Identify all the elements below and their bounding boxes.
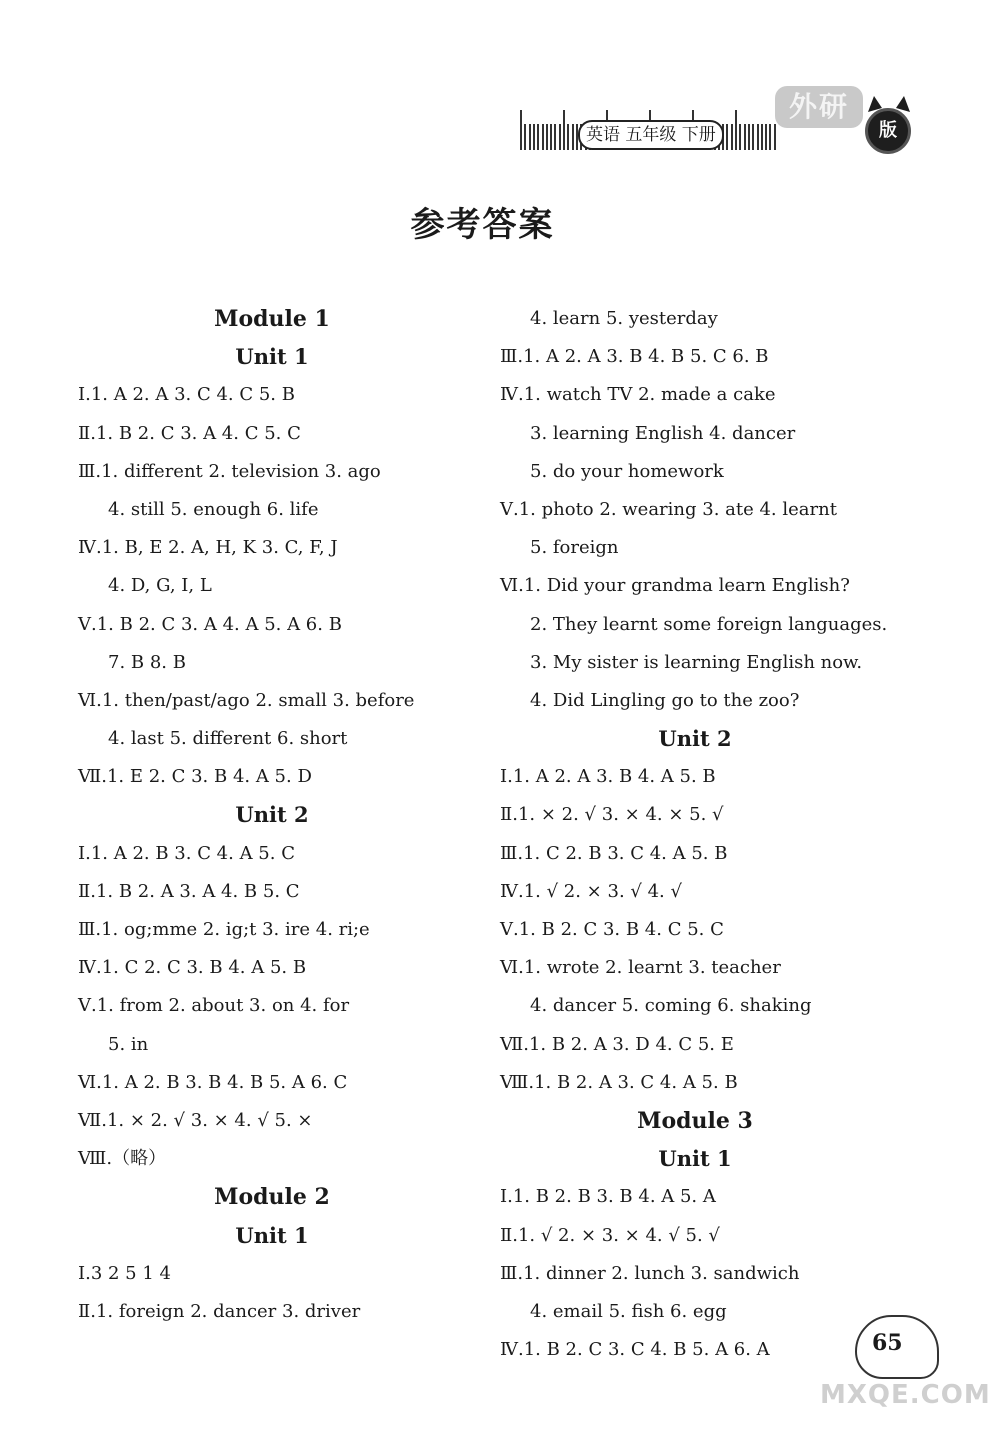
answer-line: 4. D, G, I, L — [108, 575, 212, 597]
answer-line: Ⅵ.1. A 2. B 3. B 4. B 5. A 6. C — [78, 1071, 348, 1093]
answer-line: Ⅵ.1. then/past/ago 2. small 3. before — [78, 689, 415, 711]
unit-heading: Unit 2 — [235, 802, 309, 828]
ruler-tick — [533, 124, 535, 150]
publisher-logo: 外研 — [775, 86, 863, 128]
answer-line: Ⅴ.1. photo 2. wearing 3. ate 4. learnt — [500, 498, 837, 520]
book-tag: 英语 五年级 下册 — [578, 120, 724, 150]
answer-line: Ⅱ.1. B 2. C 3. A 4. C 5. C — [78, 422, 301, 444]
right-column — [500, 300, 900, 1369]
ruler-tick — [559, 124, 561, 150]
edition-badge: 版 — [865, 108, 911, 154]
answer-line: Ⅰ.1. A 2. A 3. B 4. A 5. B — [500, 766, 716, 788]
answer-line: Ⅱ.1. √ 2. × 3. × 4. √ 5. √ — [500, 1224, 720, 1246]
answer-line: 3. My sister is learning English now. — [530, 651, 863, 673]
answer-line: Ⅶ.1. B 2. A 3. D 4. C 5. E — [500, 1033, 734, 1055]
ruler-tick — [752, 124, 754, 150]
answer-line: 5. foreign — [530, 537, 619, 559]
answer-line: Ⅲ.1. A 2. A 3. B 4. B 5. C 6. B — [500, 346, 769, 368]
ruler-tick — [744, 124, 746, 150]
ruler-tick — [735, 110, 737, 150]
ruler-tick — [769, 124, 771, 150]
ruler-tick — [550, 124, 552, 150]
answer-line: Ⅴ.1. B 2. C 3. A 4. A 5. A 6. B — [78, 613, 342, 635]
answer-line: 4. Did Lingling go to the zoo? — [530, 689, 800, 711]
answer-line: 4. dancer 5. coming 6. shaking — [530, 995, 812, 1017]
answer-line: Ⅶ.1. E 2. C 3. B 4. A 5. D — [78, 766, 312, 788]
answer-line: 3. learning English 4. dancer — [530, 422, 796, 444]
unit-heading: Unit 1 — [235, 344, 309, 370]
ruler-tick — [748, 124, 750, 150]
answer-line: 5. do your homework — [530, 460, 724, 482]
answer-line: Ⅳ.1. B 2. C 3. C 4. B 5. A 6. A — [500, 1339, 770, 1361]
ruler-tick — [567, 124, 569, 150]
answer-line: Ⅲ.1. og;mme 2. ig;t 3. ire 4. ri;e — [78, 919, 370, 940]
unit-heading: Unit 1 — [235, 1222, 309, 1248]
ruler-tick — [757, 124, 759, 150]
ruler-tick — [529, 124, 531, 150]
answer-line: Ⅰ.1. A 2. A 3. C 4. C 5. B — [78, 384, 295, 406]
ruler-tick — [765, 124, 767, 150]
page-title: 参考答案 — [410, 205, 555, 245]
answer-line: 2. They learnt some foreign languages. — [530, 613, 888, 635]
ruler-tick — [563, 110, 565, 150]
unit-heading: Unit 1 — [658, 1146, 732, 1172]
answer-line: Ⅳ.1. B, E 2. A, H, K 3. C, F, J — [78, 537, 338, 559]
answer-line: Ⅲ.1. different 2. television 3. ago — [78, 460, 381, 482]
ruler-tick — [520, 110, 522, 150]
answer-line: 4. email 5. fish 6. egg — [530, 1300, 727, 1322]
answer-line: Ⅷ.1. B 2. A 3. C 4. A 5. B — [500, 1071, 738, 1093]
ruler-tick — [774, 124, 776, 150]
left-column — [78, 300, 468, 1331]
answer-line: Ⅲ.1. C 2. B 3. C 4. A 5. B — [500, 842, 728, 864]
answer-line: Ⅱ.1. × 2. √ 3. × 4. × 5. √ — [500, 804, 724, 826]
answer-line: Ⅴ.1. B 2. C 3. B 4. C 5. C — [500, 919, 724, 940]
answer-line: 4. learn 5. yesterday — [530, 308, 718, 329]
answer-line: Ⅱ.1. B 2. A 3. A 4. B 5. C — [78, 880, 300, 902]
answer-line: Ⅰ.3 2 5 1 4 — [78, 1262, 171, 1284]
answer-line: Ⅳ.1. watch TV 2. made a cake — [500, 384, 776, 406]
answer-line: Ⅵ.1. Did your grandma learn English? — [500, 575, 850, 597]
answer-line: Ⅰ.1. A 2. B 3. C 4. A 5. C — [78, 842, 295, 864]
answer-line: 7. B 8. B — [108, 651, 186, 673]
answer-line: Ⅲ.1. dinner 2. lunch 3. sandwich — [500, 1262, 800, 1284]
answer-line: Ⅳ.1. C 2. C 3. B 4. A 5. B — [78, 957, 307, 979]
ruler-tick — [524, 124, 526, 150]
ruler-tick — [739, 124, 741, 150]
answer-line: Ⅷ.（略） — [78, 1148, 167, 1170]
ruler-tick — [546, 124, 548, 150]
module-heading: Module 2 — [214, 1184, 330, 1211]
ruler-tick — [572, 124, 574, 150]
ruler-tick — [761, 124, 763, 150]
watermark-text: MXQE.COM — [820, 1380, 991, 1410]
ruler-tick — [542, 124, 544, 150]
page-header — [520, 80, 960, 160]
module-heading: Module 1 — [214, 306, 330, 332]
ruler-tick — [554, 124, 556, 150]
answer-line: Ⅱ.1. foreign 2. dancer 3. driver — [78, 1300, 361, 1322]
answer-line: Ⅶ.1. × 2. √ 3. × 4. √ 5. × — [78, 1109, 313, 1131]
ruler-tick — [731, 124, 733, 150]
answer-line: Ⅳ.1. √ 2. × 3. √ 4. √ — [500, 880, 682, 902]
ruler-tick — [726, 124, 728, 150]
answer-line: Ⅵ.1. wrote 2. learnt 3. teacher — [500, 957, 781, 979]
answer-line: 4. last 5. different 6. short — [108, 728, 348, 750]
answer-line: 4. still 5. enough 6. life — [108, 498, 319, 520]
ruler-tick — [537, 124, 539, 150]
module-heading: Module 3 — [637, 1107, 753, 1134]
answer-line: Ⅰ.1. B 2. B 3. B 4. A 5. A — [500, 1186, 716, 1208]
answer-line: 5. in — [108, 1033, 149, 1055]
page-number: 65 — [872, 1330, 903, 1356]
unit-heading: Unit 2 — [658, 726, 732, 752]
answer-line: Ⅴ.1. from 2. about 3. on 4. for — [78, 995, 350, 1017]
